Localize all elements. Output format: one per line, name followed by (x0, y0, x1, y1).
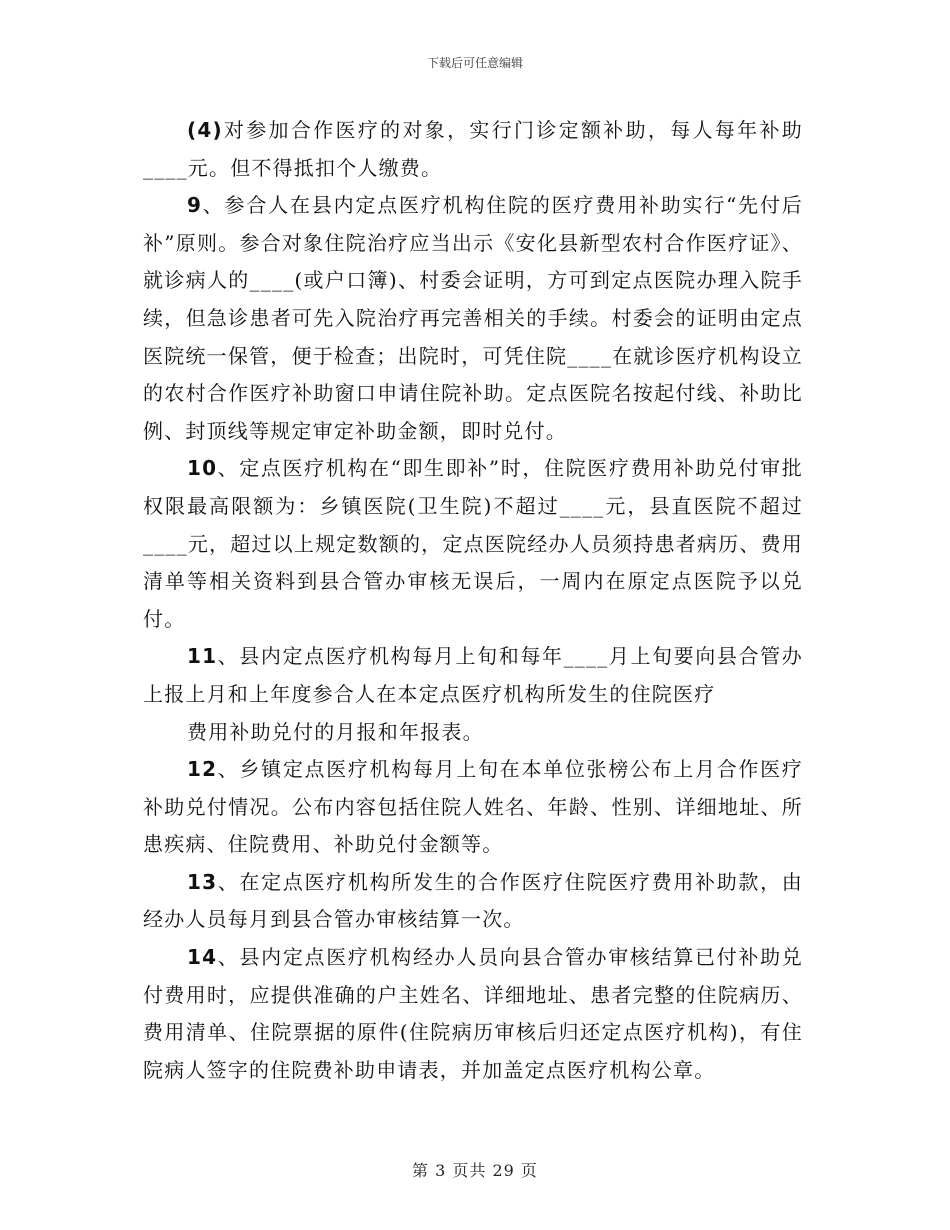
item-number: (4) (187, 118, 223, 142)
paragraph-text: 、定点医疗机构在“即生即补”时，住院医疗费用补助兑付审批权限最高限额为：乡镇医院(卫生院)不超过____元，县直医院不超过____元，超过以上规定数额的，定点医院经办人员须持患者病历、费用清单等相关资料到县合管办审核无误后，一周内在原定点医院予以兑付。 (143, 456, 803, 631)
paragraph-text: 对参加合作医疗的对象，实行门诊定额补助，每人每年补助____元。但不得抵扣个人缴费。 (143, 118, 803, 180)
paragraph-text: 、乡镇定点医疗机构每月上旬在本单位张榜公布上月合作医疗补助兑付情况。公布内容包括住院人姓名、年龄、性别、详细地址、所患疾病、住院费用、补助兑付金额等。 (143, 757, 803, 857)
paragraph-item-11-continued (143, 714, 803, 752)
item-number: 10 (187, 456, 218, 481)
document-body (143, 112, 803, 1089)
item-number: 13 (187, 869, 218, 894)
page-footer: 第 3 页共 29 页 (412, 1161, 538, 1180)
item-number: 11 (187, 644, 218, 669)
paragraph-text: 、县内定点医疗机构每月上旬和每年____月上旬要向县合管办上报上月和上年度参合人在本定点医疗机构所发生的住院医疗 (143, 644, 803, 706)
paragraph-item-4 (143, 112, 803, 187)
paragraph-item-12 (143, 751, 803, 864)
paragraph-text: 、在定点医疗机构所发生的合作医疗住院医疗费用补助款，由经办人员每月到县合管办审核结算一次。 (143, 869, 803, 932)
paragraph-text: 费用补助兑付的月报和年报表。 (187, 719, 484, 744)
item-number: 12 (187, 757, 218, 782)
paragraph-text: 、县内定点医疗机构经办人员向县合管办审核结算已付补助兑付费用时，应提供准确的户主姓名、详细地址、患者完整的住院病历、费用清单、住院票据的原件(住院病历审核后归还定点医疗机构)，有住院病人签字的住院费补助申请表，并加盖定点医疗机构公章。 (143, 945, 803, 1082)
item-number: 9 (187, 193, 203, 218)
paragraph-item-11 (143, 638, 803, 713)
paragraph-item-10 (143, 450, 803, 638)
paragraph-item-14 (143, 939, 803, 1089)
paragraph-item-13 (143, 864, 803, 939)
paragraph-item-9 (143, 187, 803, 450)
page-header: 下载后可任意编辑 (426, 56, 523, 70)
paragraph-text: 、参合人在县内定点医疗机构住院的医疗费用补助实行“先付后补”原则。参合对象住院治疗应当出示《安化县新型农村合作医疗证》、就诊病人的____(或户口簿)、村委会证明，方可到定点医院办理入院手续，但急诊患者可先入院治疗再完善相关的手续。村委会的证明由定点医院统一保管，便于检查；出院时，可凭住院____在就诊医疗机构设立的农村合作医疗补助窗口申请住院补助。定点医院名按起付线、补助比例、封顶线等规定审定补助金额，即时兑付。 (143, 193, 803, 443)
item-number: 14 (187, 945, 218, 970)
